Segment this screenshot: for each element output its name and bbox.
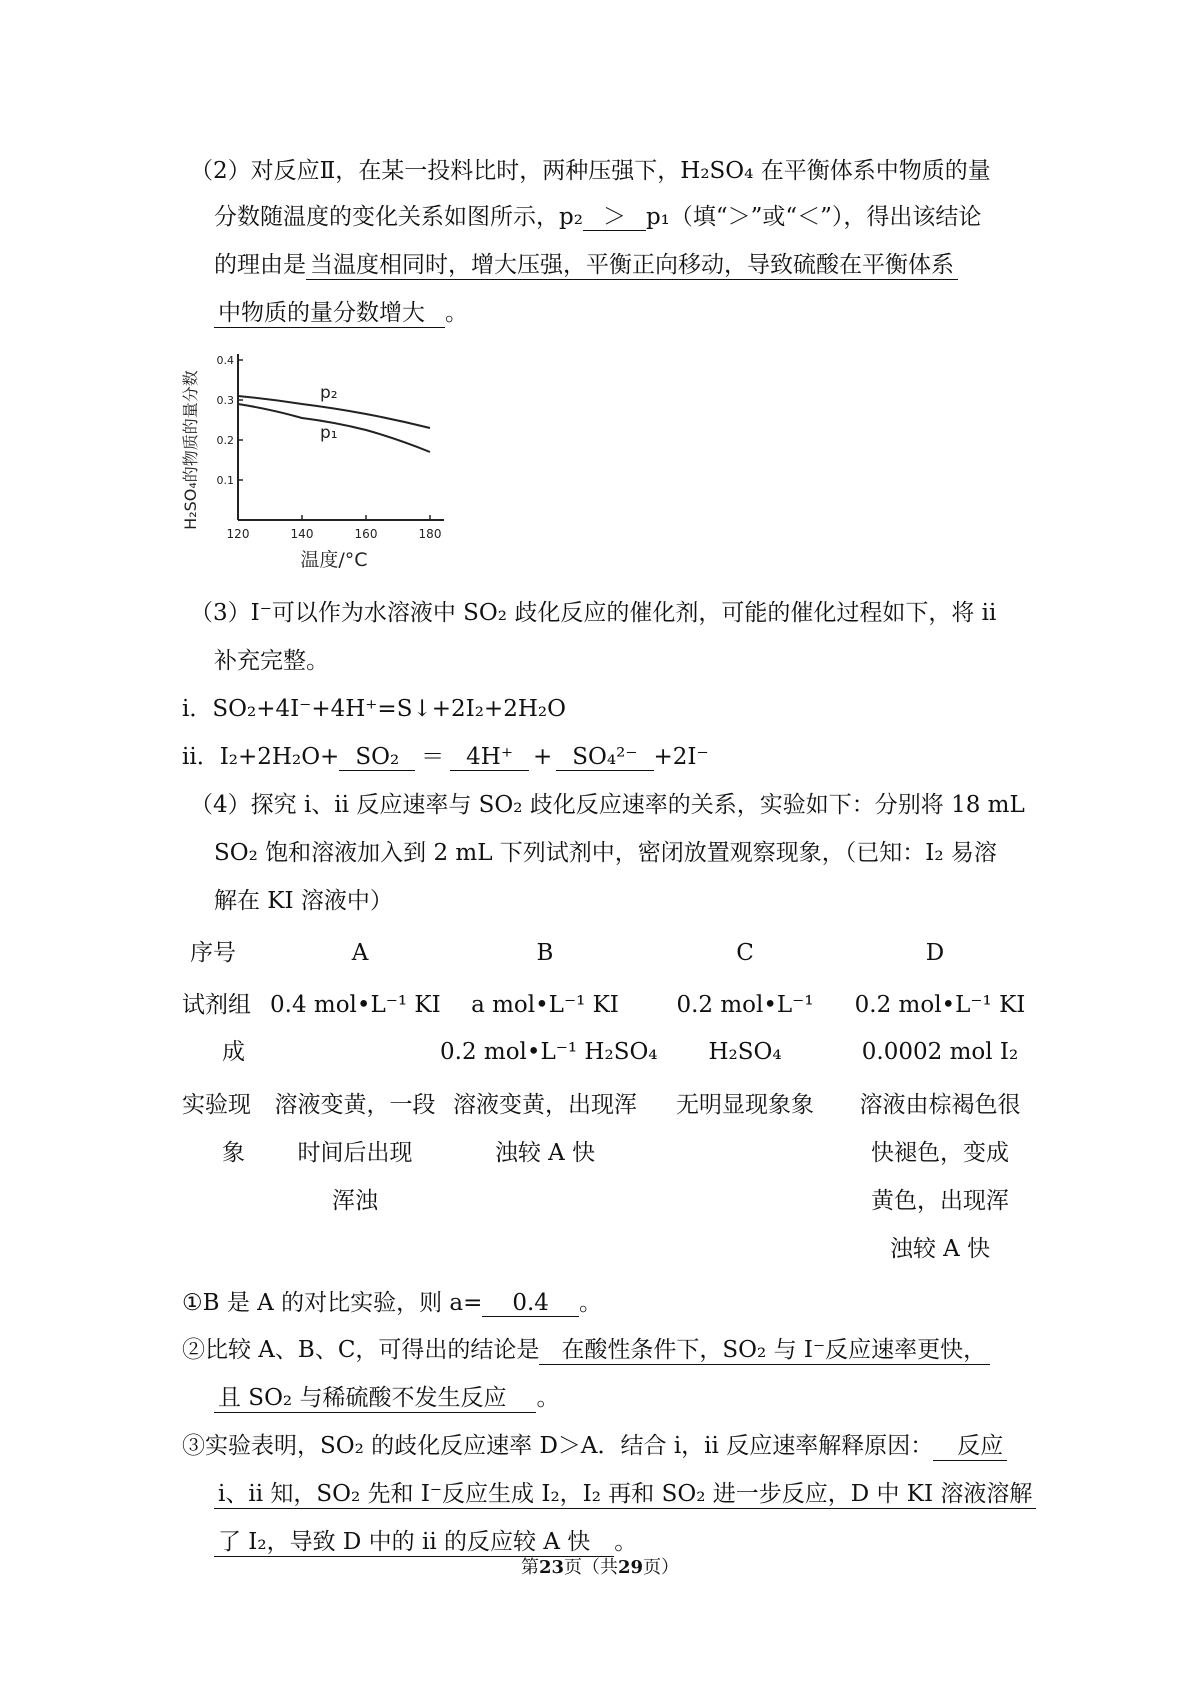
obs-b-2: 浊较 A 快 <box>494 1140 596 1166</box>
answer-blank-a-value: 0.4 <box>482 1290 579 1317</box>
series-label-p1: p₁ <box>320 423 338 443</box>
table-col-d: D <box>925 940 945 966</box>
y-tick-label: 0.2 <box>216 434 234 447</box>
page-footer: 第23页（共29页） <box>520 1557 680 1578</box>
q4-line3: 解在 KI 溶液中） <box>214 888 393 914</box>
reagent-b-1: a mol•L⁻¹ KI <box>471 992 619 1018</box>
equation-ii: ii．I₂+2H₂O+ SO₂ ＝ 4H⁺ + SO₄²⁻ +2I⁻ <box>182 744 709 770</box>
x-tick-label: 160 <box>354 527 378 541</box>
page-total: 29 <box>618 1557 644 1578</box>
answer-blank-eq-2: 4H⁺ <box>450 744 529 771</box>
answer-blank-explanation-cont: i、ii 知，SO₂ 先和 I⁻反应生成 I₂，I₂ 再和 SO₂ 进一步反应，D 中 KI 溶液溶解 <box>214 1481 1036 1509</box>
table-row-reagent-label: 试剂组 <box>182 992 251 1018</box>
q2-line4: 中物质的量分数增大 。 <box>214 298 468 328</box>
answer-1: ①B 是 A 的对比实验，则 a= 0.4 。 <box>182 1290 602 1316</box>
q3-line2: 补充完整。 <box>214 648 329 674</box>
page-number: 23 <box>538 1557 564 1578</box>
answer-blank-explanation-cont-2: 了 I₂，导致 D 中的 ii 的反应较 A 快 <box>214 1529 614 1557</box>
obs-d-4: 浊较 A 快 <box>889 1236 991 1262</box>
table-row-obs-label-2: 象 <box>222 1140 245 1166</box>
y-tick-label: 0.3 <box>216 394 234 407</box>
q2-line1: （2）对反应Ⅱ，在某一投料比时，两种压强下，H₂SO₄ 在平衡体系中物质的量 <box>190 158 991 184</box>
obs-a-3: 浑浊 <box>332 1188 378 1214</box>
answer-3-line1: ③实验表明，SO₂ 的歧化反应速率 D＞A．结合 i，ii 反应速率解释原因： 反应 <box>182 1431 1007 1461</box>
obs-a-2: 时间后出现 <box>297 1140 413 1166</box>
series-label-p2: p₂ <box>320 383 338 403</box>
answer-2-line2: 且 SO₂ 与稀硫酸不发生反应 。 <box>214 1383 559 1413</box>
table-header-seq: 序号 <box>190 940 236 966</box>
q2-line3: 的理由是 当温度相同时，增大压强，平衡正向移动，导致硫酸在平衡体系 <box>214 250 958 280</box>
answer-blank-eq-3: SO₄²⁻ <box>556 744 653 771</box>
x-tick-label: 140 <box>290 527 314 541</box>
answer-blank-reason-cont: 中物质的量分数增大 <box>214 300 445 328</box>
answer-2-line1: ②比较 A、B、C，可得出的结论是 在酸性条件下，SO₂ 与 I⁻反应速率更快， <box>182 1335 990 1365</box>
obs-d-1: 溶液由棕褐色很 <box>859 1092 1021 1118</box>
y-tick-label: 0.4 <box>216 354 234 367</box>
obs-c-1: 无明显现象象 <box>676 1092 814 1118</box>
answer-3-line3: 了 I₂，导致 D 中的 ii 的反应较 A 快 。 <box>214 1527 637 1557</box>
x-tick-label: 120 <box>226 527 250 541</box>
table-col-c: C <box>736 940 754 966</box>
equation-i: i．SO₂+4I⁻+4H⁺=S↓+2I₂+2H₂O <box>182 696 566 722</box>
q4-line2: SO₂ 饱和溶液加入到 2 mL 下列试剂中，密闭放置观察现象，（已知：I₂ 易溶 <box>214 840 997 866</box>
q2-line2: 分数随温度的变化关系如图所示，p₂ ＞ p₁（填“＞”或“＜”），得出该结论 <box>214 204 982 230</box>
obs-b-1: 溶液变黄，出现浑 <box>453 1092 637 1118</box>
table-col-b: B <box>536 940 554 966</box>
table-col-a: A <box>351 940 369 966</box>
reagent-a: 0.4 mol•L⁻¹ KI <box>270 992 441 1018</box>
table-row-obs-label: 实验现 <box>182 1092 251 1118</box>
answer-3-line2 <box>214 1479 1036 1509</box>
answer-blank-conclusion-cont: 且 SO₂ 与稀硫酸不发生反应 <box>214 1385 536 1413</box>
y-tick-label: 0.1 <box>216 474 234 487</box>
obs-a-1: 溶液变黄，一段 <box>274 1092 436 1118</box>
reagent-d-1: 0.2 mol•L⁻¹ KI <box>854 992 1026 1018</box>
reagent-b-2: 0.2 mol•L⁻¹ H₂SO₄ <box>440 1039 658 1065</box>
answer-blank-reason: 当温度相同时，增大压强，平衡正向移动，导致硫酸在平衡体系 <box>306 252 958 280</box>
y-axis-label: H₂SO₄的物质的量分数 <box>181 370 200 530</box>
reagent-c-1: 0.2 mol•L⁻¹ <box>676 992 814 1018</box>
q3-line1: （3）I⁻可以作为水溶液中 SO₂ 歧化反应的催化剂，可能的催化过程如下，将 ii <box>190 600 997 626</box>
answer-blank-p2-vs-p1: ＞ <box>583 204 646 231</box>
obs-d-3: 黄色，出现浑 <box>871 1188 1009 1214</box>
answer-blank-eq-1: SO₂ <box>339 744 415 771</box>
x-axis-label: 温度/°C <box>300 549 368 571</box>
table-row-reagent-label-2: 成 <box>222 1039 245 1065</box>
answer-blank-explanation: 反应 <box>933 1433 1007 1461</box>
reagent-d-2: 0.0002 mol I₂ <box>861 1039 1019 1065</box>
q4-line1: （4）探究 i、ii 反应速率与 SO₂ 歧化反应速率的关系，实验如下：分别将 18 mL <box>190 792 1025 818</box>
obs-d-2: 快褪色，变成 <box>871 1140 1009 1166</box>
x-tick-label: 180 <box>418 527 442 541</box>
reagent-c-2: H₂SO₄ <box>708 1039 782 1065</box>
h2so4-fraction-chart <box>180 350 460 580</box>
answer-blank-conclusion: 在酸性条件下，SO₂ 与 I⁻反应速率更快， <box>539 1337 990 1365</box>
